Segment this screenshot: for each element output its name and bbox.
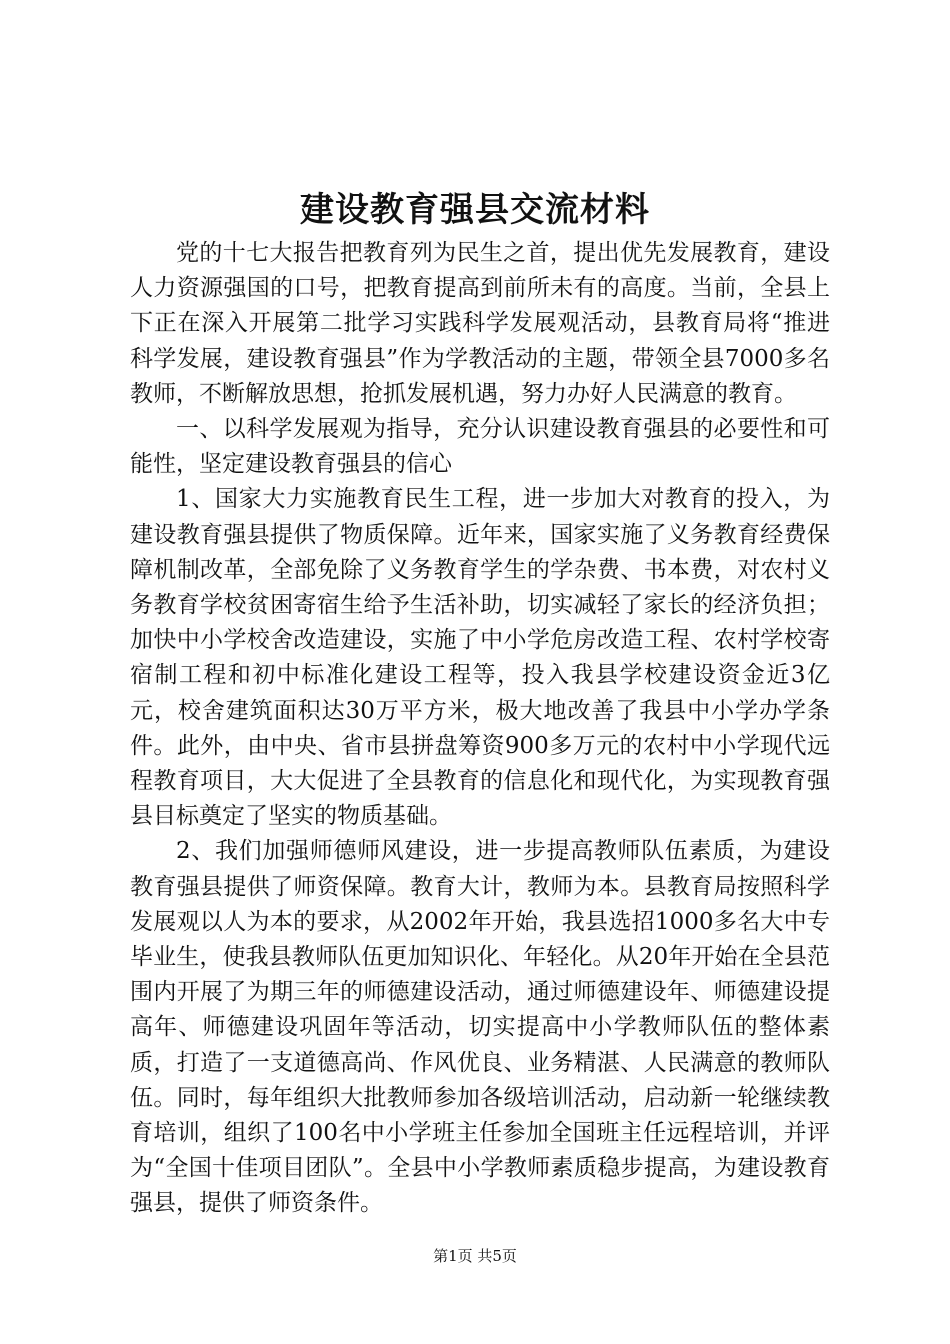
section-heading-1: 一、以科学发展观为指导，充分认识建设教育强县的必要性和可能性，坚定建设教育强县的信心 (130, 416, 830, 478)
document-body (130, 236, 830, 1222)
document-title: 建设教育强县交流材料 (300, 190, 650, 230)
paragraph-intro: 党的十七大报告把教育列为民生之首，提出优先发展教育，建设人力资源强国的口号，把教育提高到前所未有的高度。当前，全县上下正在深入开展第二批学习实践科学发展观活动，县教育局将“推进科学发展，建设教育强县”作为学教活动的主题，带领全县7000多名教师，不断解放思想，抢抓发展机遇，努力办好人民满意的教育。 (130, 240, 830, 407)
paragraph-point-1: 1、国家大力实施教育民生工程，进一步加大对教育的投入，为建设教育强县提供了物质保障。近年来，国家实施了义务教育经费保障机制改革，全部免除了义务教育学生的学杂费、书本费，对农村义务教育学校贫困寄宿生给予生活补助，切实减轻了家长的经济负担；加快中小学校舍改造建设，实施了中小学危房改造工程、农村学校寄宿制工程和初中标准化建设工程等，投入我县学校建设资金近3亿元，校舍建筑面积达30万平方米，极大地改善了我县中小学办学条件。此外，由中央、省市县拼盘筹资900多万元的农村中小学现代远程教育项目，大大促进了全县教育的信息化和现代化，为实现教育强县目标奠定了坚实的物质基础。 (130, 486, 830, 830)
paragraph-point-2: 2、我们加强师德师风建设，进一步提高教师队伍素质，为建设教育强县提供了师资保障。教育大计，教师为本。县教育局按照科学发展观以人为本的要求，从2002年开始，我县选招1000多名大中专毕业生，使我县教师队伍更加知识化、年轻化。从20年开始在全县范围内开展了为期三年的师德建设活动，通过师德建设年、师德建设提高年、师德建设巩固年等活动，切实提高中小学教师队伍的整体素质，打造了一支道德高尚、作风优良、业务精湛、人民满意的教师队伍。同时，每年组织大批教师参加各级培训活动，启动新一轮继续教育培训，组织了100名中小学班主任参加全国班主任远程培训，并评为“全国十佳项目团队”。全县中小学教师素质稳步提高，为建设教育强县，提供了师资条件。 (130, 838, 830, 1217)
page-number-footer: 第1页 共5页 (433, 1247, 517, 1265)
